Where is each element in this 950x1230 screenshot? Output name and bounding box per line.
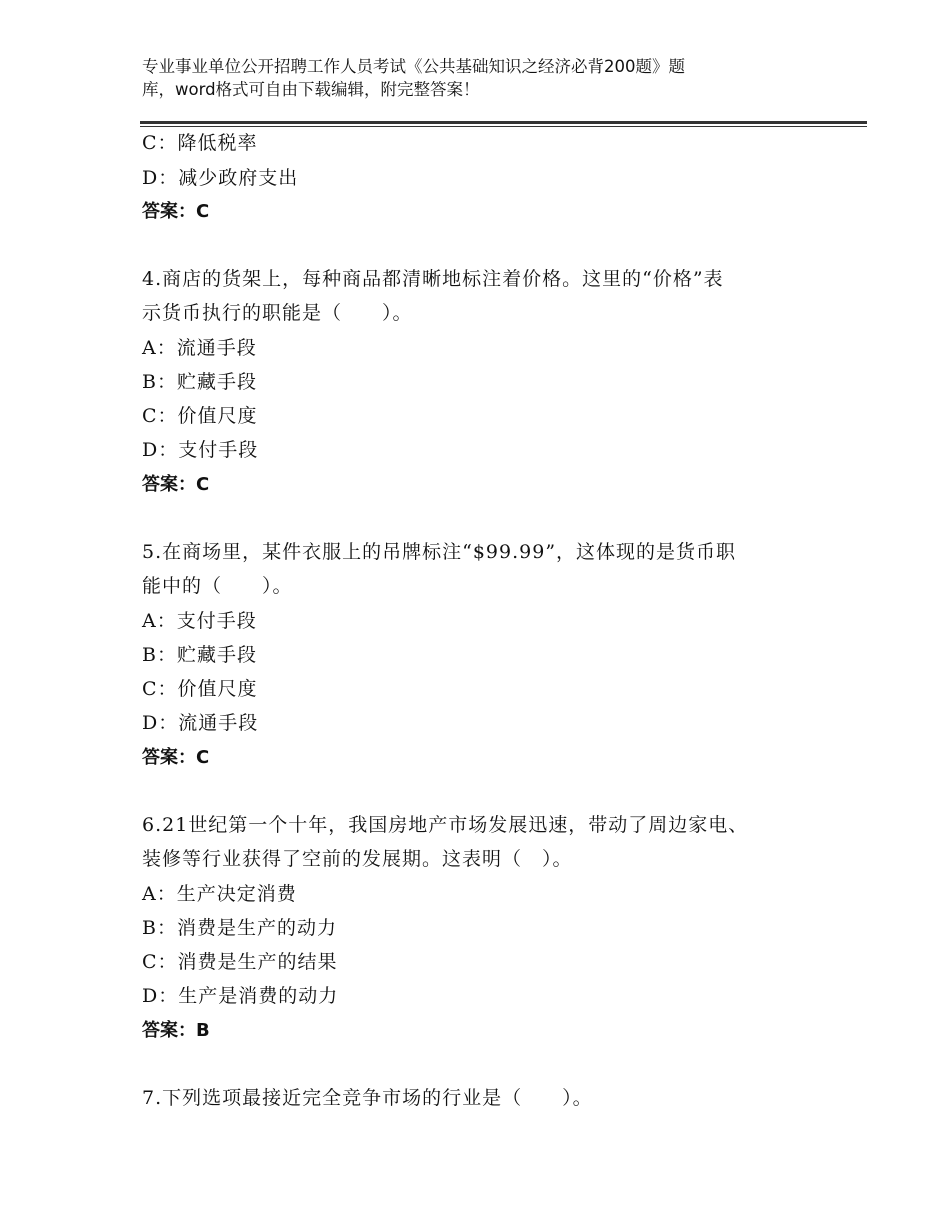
question-4-answer: 答案：C	[142, 474, 210, 495]
question-5-option-d: D：流通手段	[142, 712, 259, 734]
header-divider-thin	[140, 126, 867, 127]
option-d: D：减少政府支出	[142, 167, 299, 189]
question-4-option-a: A：流通手段	[142, 337, 257, 359]
question-6-stem-line-1: 6.21世纪第一个十年，我国房地产市场发展迅速，带动了周边家电、	[142, 814, 749, 836]
header-line-2: 库，word格式可自由下载编辑，附完整答案！	[142, 80, 480, 99]
question-7-stem-line-1: 7.下列选项最接近完全竞争市场的行业是（ ）。	[142, 1087, 593, 1109]
question-5-stem-line-2: 能中的（ ）。	[142, 575, 293, 597]
question-6-option-a: A：生产决定消费	[142, 883, 297, 905]
option-c: C：降低税率	[142, 132, 258, 154]
header-line-1: 专业事业单位公开招聘工作人员考试《公共基础知识之经济必背200题》题	[142, 57, 685, 76]
question-4-stem-line-1: 4.商店的货架上，每种商品都清晰地标注着价格。这里的“价格”表	[142, 268, 724, 290]
document-header	[142, 55, 782, 101]
question-6-option-b: B：消费是生产的动力	[142, 917, 337, 939]
question-6-option-d: D：生产是消费的动力	[142, 985, 339, 1007]
question-5-answer: 答案：C	[142, 747, 210, 768]
question-5-option-b: B：贮藏手段	[142, 644, 257, 666]
question-4-option-b: B：贮藏手段	[142, 371, 257, 393]
question-6-option-c: C：消费是生产的结果	[142, 951, 338, 973]
question-5-option-a: A：支付手段	[142, 610, 257, 632]
question-6-stem-line-2: 装修等行业获得了空前的发展期。这表明（ ）。	[142, 848, 573, 870]
question-5-stem-line-1: 5.在商场里，某件衣服上的吊牌标注“$99.99”，这体现的是货币职	[142, 541, 737, 563]
question-4-stem-line-2: 示货币执行的职能是（ ）。	[142, 302, 413, 324]
answer-line: 答案：C	[142, 201, 210, 222]
question-5-option-c: C：价值尺度	[142, 678, 258, 700]
question-4-option-d: D：支付手段	[142, 439, 259, 461]
question-4-option-c: C：价值尺度	[142, 405, 258, 427]
header-divider-thick	[140, 121, 867, 124]
question-6-answer: 答案：B	[142, 1020, 210, 1041]
